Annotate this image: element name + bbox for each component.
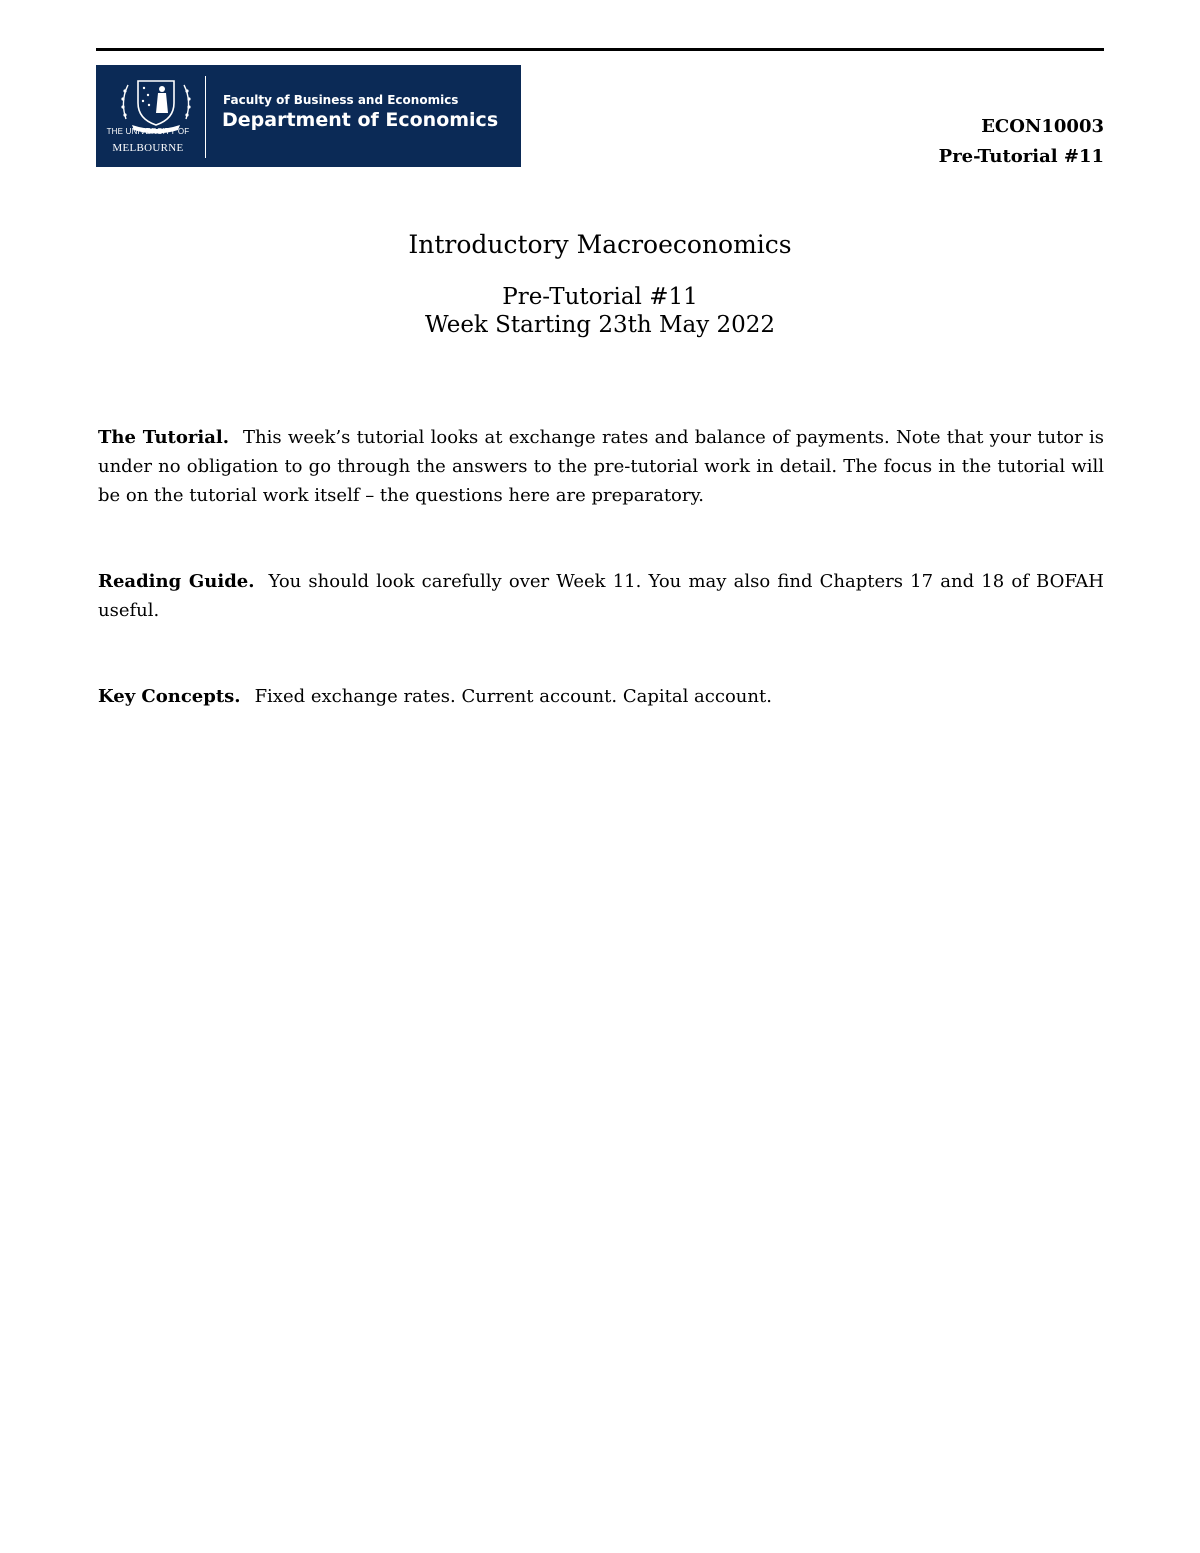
top-rule [96,48,1104,51]
reading-guide-section [98,567,1104,625]
university-name-line2: MELBOURNE [112,142,184,154]
week-subtitle: Week Starting 23th May 2022 [424,312,776,338]
department-logo [96,65,521,167]
reading-guide-heading: Reading Guide. [98,571,255,592]
course-code: ECON10003 [981,116,1104,137]
page-title: Introductory Macroeconomics [408,230,792,259]
logo-divider [205,76,206,158]
header-pretutorial-label: Pre-Tutorial #11 [938,146,1104,167]
key-concepts-body: Fixed exchange rates. Current account. Capital account. [254,686,772,707]
tutorial-heading: The Tutorial. [98,427,229,448]
key-concepts-section [98,682,1104,711]
department-name: Department of Economics [222,109,499,131]
reading-guide-body: You should look carefully over Week 11. You may also find Chapters 17 and 18 of BOFAH useful. [98,571,1104,621]
university-name-line1: THE UNIVERSITY OF [106,127,190,136]
faculty-name: Faculty of Business and Economics [223,93,459,107]
key-concepts-heading: Key Concepts. [98,686,241,707]
tutorial-body: This week’s tutorial looks at exchange rates and balance of payments. Note that your tutor is under no obligation to go through the answers to the pre-tutorial work in detail. The focus in the tutorial will be on the tutorial work itself – the questions here are preparatory. [98,427,1104,506]
tutorial-section [98,423,1104,510]
pretutorial-subtitle: Pre-Tutorial #11 [502,284,698,310]
